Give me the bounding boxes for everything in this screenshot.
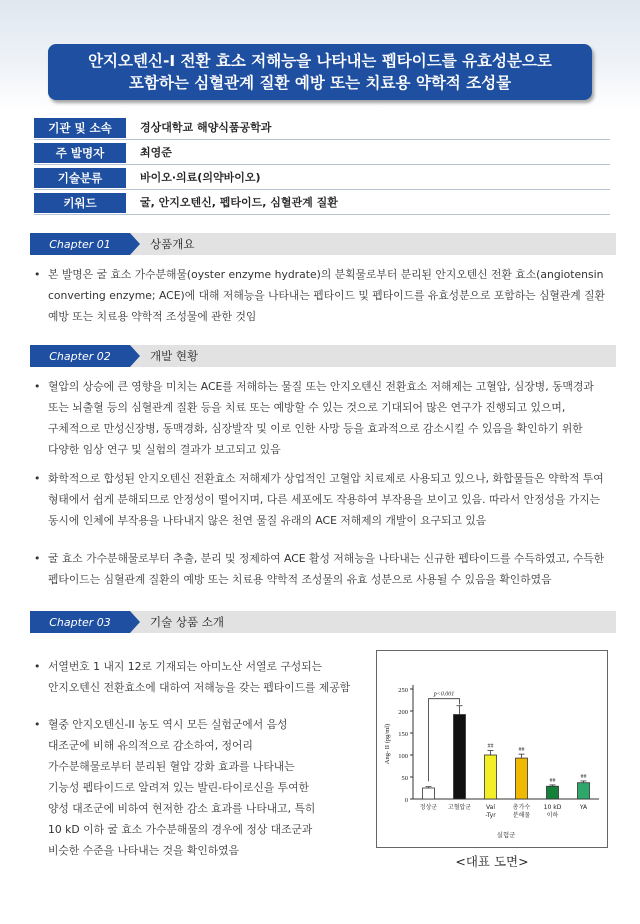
info-row-institution [34,118,610,140]
text-line: 구체적으로 만성신장병, 동맥경화, 심장발작 및 이로 인한 사망 등을 효과적으로 감소시킬 수 있음을 확인하기 위한 [48,422,583,435]
bar-4 [547,786,559,799]
chapter-01-paragraph-1 [34,264,608,327]
info-row-keywords [34,193,610,215]
bar-2 [485,755,497,799]
y-axis-label: Ang- II (pg/ml) [384,723,391,765]
title-line-1: 안지오텐신-I 전환 효소 저해능을 나타내는 펩타이드를 유효성분으로 [88,52,552,70]
chapter-02-paragraph-3 [34,548,608,590]
text-line: 대조군에 비해 유의적으로 감소하여, 정어리 [48,739,253,752]
text-line: 본 발명은 굴 효소 가수분해물(oyster enzyme hydrate)의 분획물로부터 분리된 안지오텐신 전환 효소(angiotensin [48,268,604,281]
significance-mark: ## [549,777,556,784]
text-line: converting enzyme; ACE)에 대해 저해능을 나타내는 펩타이드 및 펩타이드를 유효성분으로 포함하는 심혈관계 질환 [48,289,605,302]
text-line: 10 kD 이하 굴 효소 가수분해물의 경우에 정상 대조군과 [48,823,313,836]
x-tick-label: 정상군 [419,804,438,811]
info-value: 경상대학교 해양식품공학과 [140,121,272,134]
info-table [34,118,610,218]
text-line: 서열번호 1 내지 12로 기재되는 아미노산 서열로 구성되는 [48,660,323,673]
info-key: 주 발명자 [34,143,126,163]
significance-mark: ## [580,773,587,780]
chapter-title: 개발 현황 [150,349,199,363]
title-line-2: 포함하는 심혈관계 질환 예방 또는 치료용 약학적 조성물 [128,74,512,92]
info-row-inventor [34,143,610,165]
bar-5 [578,783,590,799]
text-line: 펩타이드는 심혈관계 질환의 예방 또는 치료용 약학적 조성물의 유효 성분으로 사용될 수 있음을 확인하였음 [48,573,552,586]
y-tick-label: 250 [398,687,408,694]
text-line: 양성 대조군에 비하여 현저한 감소 효과를 나타내고, 특히 [48,802,316,815]
info-value: 바이오·의료(의약바이오) [140,171,261,184]
text-line: 혈중 안지오텐신-II 농도 역시 모든 실험군에서 음성 [48,718,288,731]
x-tick-label: 고혈압군 [447,804,472,811]
bar-0 [423,788,435,799]
bullet-icon: • [34,552,41,565]
text-line: 굴 효소 가수분해물로부터 추출, 분리 및 정제하여 ACE 활성 저해능을 나타내는 신규한 펩타이드를 수득하였고, 수득한 [48,552,605,565]
text-line: 기능성 펩타이드로 알려져 있는 발린-타이로신을 투여한 [48,781,309,794]
text-line: 가수분해물로부터 분리된 혈압 강화 효과를 나타내는 [48,760,295,773]
text-line: 혈압의 상승에 큰 영향을 미치는 ACE를 저해하는 물질 또는 안지오텐신 전환효소 저해제는 고혈압, 심장병, 동맥경과 [48,380,594,393]
info-key: 기관 및 소속 [34,118,126,138]
bullet-icon: • [34,268,41,281]
y-tick-label: 100 [398,753,408,760]
bullet-icon: • [34,380,41,393]
y-tick-label: 150 [398,731,408,738]
chapter-03-paragraph-1 [34,656,358,698]
ang2-bar-chart [377,651,607,847]
x-tick-label: YA [579,804,588,811]
text-line: 또는 뇌출혈 등의 심혈관계 질환 등을 치료 또는 예방할 수 있는 것으로 기대되어 많은 연구가 진행되고 있으며, [48,401,566,414]
chapter-tag: Chapter 03 [30,611,130,633]
bullet-icon: • [34,472,41,485]
chapter-01-header [30,233,616,255]
x-tick-label: Val -Tyr [485,804,496,819]
chapter-02-paragraph-2 [34,468,608,531]
text-line: 형태에서 쉽게 분해되므로 안정성이 떨어지며, 다른 세포에도 작용하여 부작용을 보이고 있음. 따라서 안정성을 가지는 [48,493,601,506]
chapter-02-header [30,345,616,367]
info-row-category [34,168,610,190]
bullet-icon: • [34,660,41,673]
text-line: 동시에 인체에 부작용을 나타내지 않은 천연 물질 유래의 ACE 저해제의 개발이 요구되고 있음 [48,514,487,527]
text-line: 안지오텐신 전환효소에 대하여 저해능을 갖는 펩타이드를 제공함 [48,681,351,694]
text-line: 화학적으로 합성된 안지오텐신 전환효소 저해제가 상업적인 고혈압 치료제로 사용되고 있으나, 화합물들은 약학적 투여 [48,472,604,485]
info-value: 최영준 [140,146,172,159]
text-line: 비슷한 수준을 나타내는 것을 확인하였음 [48,844,240,857]
document-title [48,44,592,100]
significance-mark: ## [518,747,525,754]
figure-caption: <대표 도면> [455,854,529,869]
text-line: 예방 또는 치료용 약학적 조성물에 관한 것임 [48,310,257,323]
chapter-03-header [30,611,616,633]
chapter-03-paragraph-2 [34,714,358,861]
info-key: 키워드 [34,193,126,213]
chapter-tag: Chapter 02 [30,345,130,367]
bar-1 [454,715,466,799]
chapter-02-paragraph-1 [34,376,608,460]
info-key: 기술분류 [34,168,126,188]
chapter-title: 기술 상품 소개 [150,615,224,629]
y-tick-label: 0 [404,797,408,804]
x-tick-label: 총가수 분해물 [512,804,531,819]
bar-3 [516,758,528,799]
chapter-title: 상품개요 [150,237,195,251]
chapter-tag: Chapter 01 [30,233,130,255]
x-axis-label: 실험군 [496,831,516,839]
bullet-icon: • [34,718,41,731]
y-tick-label: 200 [398,709,408,716]
significance-mark: ## [487,743,494,750]
p-value-label: p<0.001 [433,691,455,698]
figure-frame [376,650,608,848]
x-tick-label: 10 kD 이하 [543,804,562,819]
text-line: 다양한 임상 연구 및 실험의 결과가 보고되고 있음 [48,443,281,456]
y-tick-label: 50 [401,775,408,782]
info-value: 굴, 안지오텐신, 펩타이드, 심혈관계 질환 [140,196,338,209]
